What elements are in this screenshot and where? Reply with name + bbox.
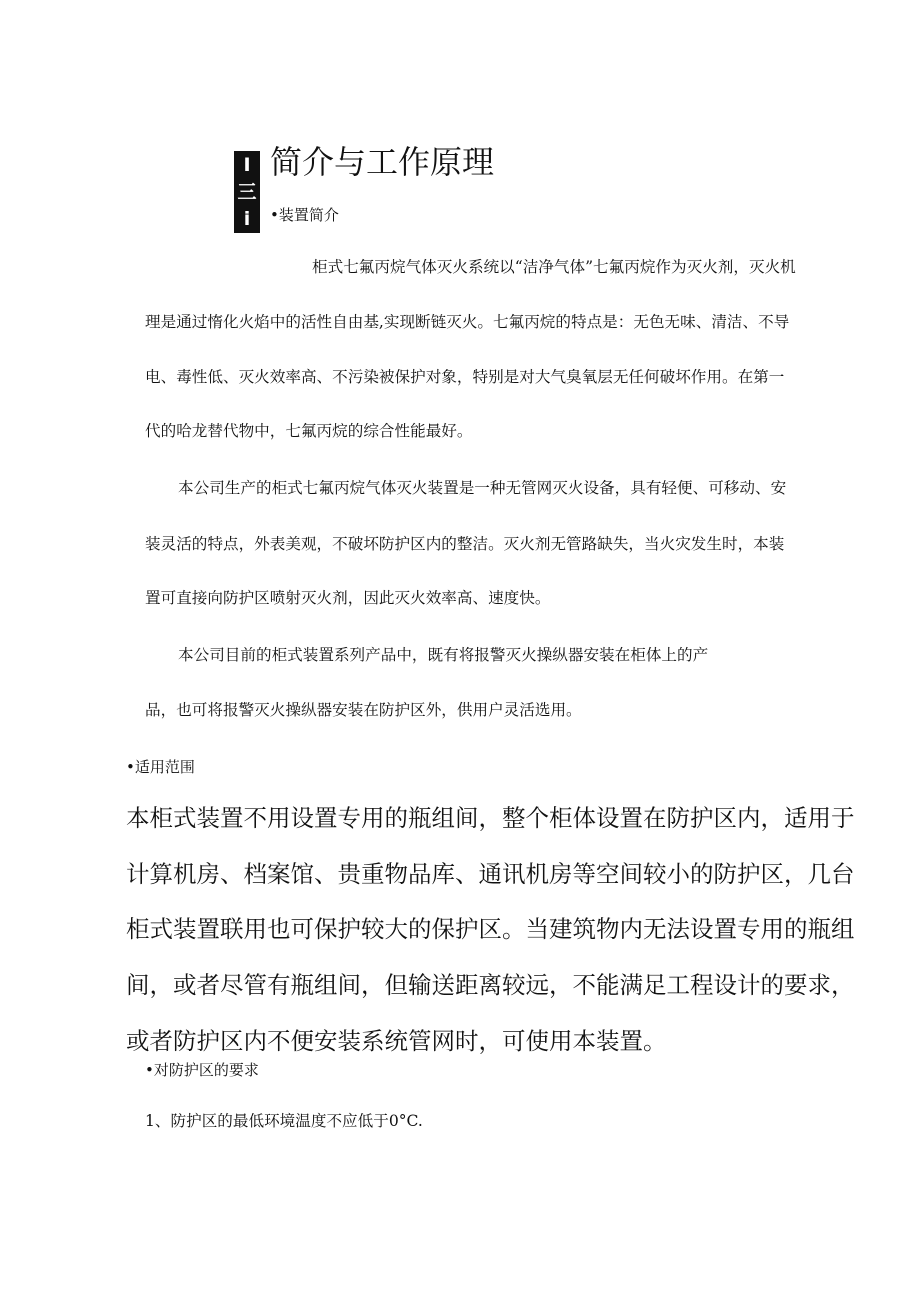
page-title: 简介与工作原理 <box>270 143 495 181</box>
paragraph-line-large: 本柜式装置不用设置专用的瓶组间，整个柜体设置在防护区内，适用于 <box>126 804 855 832</box>
paragraph-line: 置可直接向防护区喷射灭火剂，因此灭火效率高、速度快。 <box>145 589 551 607</box>
paragraph-line-large: 间，或者尽管有瓶组间，但输送距离较远，不能满足工程设计的要求， <box>126 971 855 999</box>
title-marker-glyph-3: i <box>243 208 251 230</box>
paragraph-line: 本公司目前的柜式装置系列产品中，既有将报警灭火操纵器安装在柜体上的产 <box>178 646 709 664</box>
paragraph-line: 品，也可将报警灭火操纵器安装在防护区外，供用户灵活选用。 <box>145 701 582 719</box>
title-marker-glyph-2: 三 <box>237 181 257 203</box>
paragraph-line-large: 或者防护区内不便安装系统管网时，可使用本装置。 <box>126 1027 667 1055</box>
paragraph-line: 柜式七氟丙烷气体灭火系统以“洁净气体”七氟丙烷作为灭火剂，灭火机 <box>312 258 796 276</box>
paragraph-line: 电、毒性低、灭火效率高、不污染被保护对象，特别是对大气臭氧层无任何破坏作用。在第一 <box>145 368 785 386</box>
section-heading-intro: •装置简介 <box>270 206 339 224</box>
list-item: 1、防护区的最低环境温度不应低于0°C. <box>145 1112 423 1130</box>
paragraph-line-large: 计算机房、档案馆、贵重物品库、通讯机房等空间较小的防护区，几台 <box>126 860 855 888</box>
paragraph-line: 装灵活的特点，外表美观，不破坏防护区内的整洁。灭火剂无管路缺失，当火灾发生时，本装 <box>145 535 785 553</box>
section-heading-scope: •适用范围 <box>126 758 195 776</box>
paragraph-line: 理是通过惰化火焰中的活性自由基,实现断链灭火。七氟丙烷的特点是：无色无味、清洁、不导 <box>145 313 790 331</box>
paragraph-line: 本公司生产的柜式七氟丙烷气体灭火装置是一种无管网灭火设备，具有轻便、可移动、安 <box>178 479 787 497</box>
title-marker <box>234 151 260 233</box>
paragraph-line-large: 柜式装置联用也可保护较大的保护区。当建筑物内无法设置专用的瓶组 <box>126 915 855 943</box>
title-marker-glyph-1: I <box>243 154 251 176</box>
section-heading-requirements: •对防护区的要求 <box>145 1061 259 1079</box>
paragraph-line: 代的哈龙替代物中，七氟丙烷的综合性能最好。 <box>145 422 473 440</box>
